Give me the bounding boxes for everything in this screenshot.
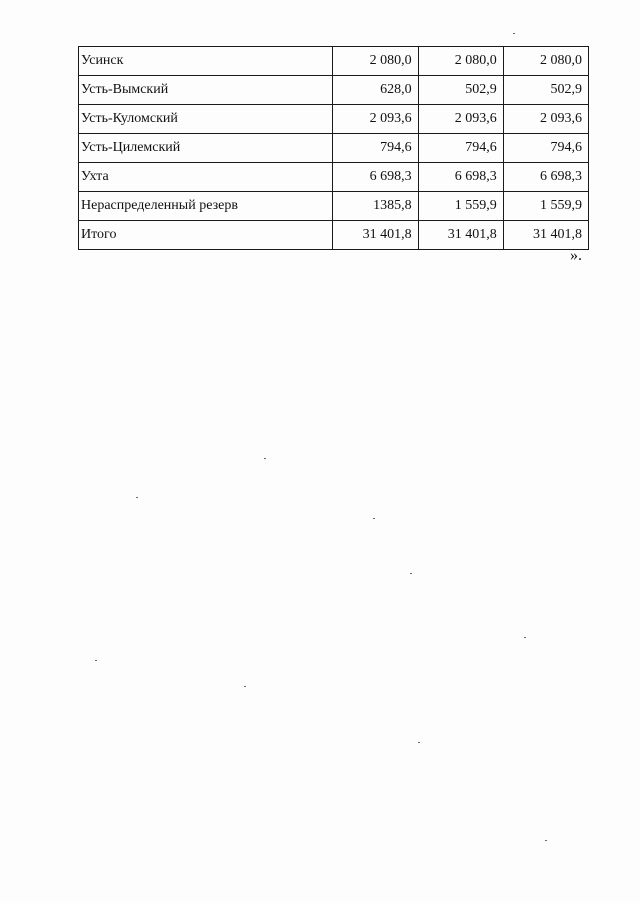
scan-speck xyxy=(136,497,138,498)
scan-speck xyxy=(524,637,526,638)
scan-speck xyxy=(410,573,412,574)
row-value-3: 502,9 xyxy=(503,76,588,105)
row-name: Итого xyxy=(79,221,333,250)
scan-speck xyxy=(418,742,420,743)
row-value-3: 794,6 xyxy=(503,134,588,163)
row-value-2: 2 093,6 xyxy=(418,105,503,134)
row-name: Усинск xyxy=(79,47,333,76)
table-row-total xyxy=(79,221,589,250)
row-value-2: 794,6 xyxy=(418,134,503,163)
row-value-1: 2 093,6 xyxy=(333,105,418,134)
row-value-3: 1 559,9 xyxy=(503,192,588,221)
row-value-2: 502,9 xyxy=(418,76,503,105)
row-value-1: 2 080,0 xyxy=(333,47,418,76)
row-value-1: 794,6 xyxy=(333,134,418,163)
closing-quote-mark: ». xyxy=(570,247,582,264)
scan-speck xyxy=(545,840,547,841)
table-row xyxy=(79,134,589,163)
row-value-1: 31 401,8 xyxy=(333,221,418,250)
row-value-1: 628,0 xyxy=(333,76,418,105)
scan-speck xyxy=(244,686,246,687)
row-name: Ухта xyxy=(79,163,333,192)
row-value-2: 1 559,9 xyxy=(418,192,503,221)
scan-speck xyxy=(513,33,515,34)
row-name: Нераспределенный резерв xyxy=(79,192,333,221)
scan-speck xyxy=(373,518,375,519)
table-row xyxy=(79,76,589,105)
scan-speck xyxy=(264,458,266,459)
row-value-3: 6 698,3 xyxy=(503,163,588,192)
row-value-3: 2 080,0 xyxy=(503,47,588,76)
row-value-1: 1385,8 xyxy=(333,192,418,221)
row-value-2: 31 401,8 xyxy=(418,221,503,250)
table-row xyxy=(79,163,589,192)
row-name: Усть-Вымский xyxy=(79,76,333,105)
row-name: Усть-Цилемский xyxy=(79,134,333,163)
row-name: Усть-Куломский xyxy=(79,105,333,134)
budget-table xyxy=(78,46,589,250)
row-value-3: 2 093,6 xyxy=(503,105,588,134)
table-row xyxy=(79,47,589,76)
scan-speck xyxy=(95,660,97,661)
row-value-2: 2 080,0 xyxy=(418,47,503,76)
table-row xyxy=(79,192,589,221)
row-value-2: 6 698,3 xyxy=(418,163,503,192)
table-row xyxy=(79,105,589,134)
row-value-1: 6 698,3 xyxy=(333,163,418,192)
row-value-3: 31 401,8 xyxy=(503,221,588,250)
